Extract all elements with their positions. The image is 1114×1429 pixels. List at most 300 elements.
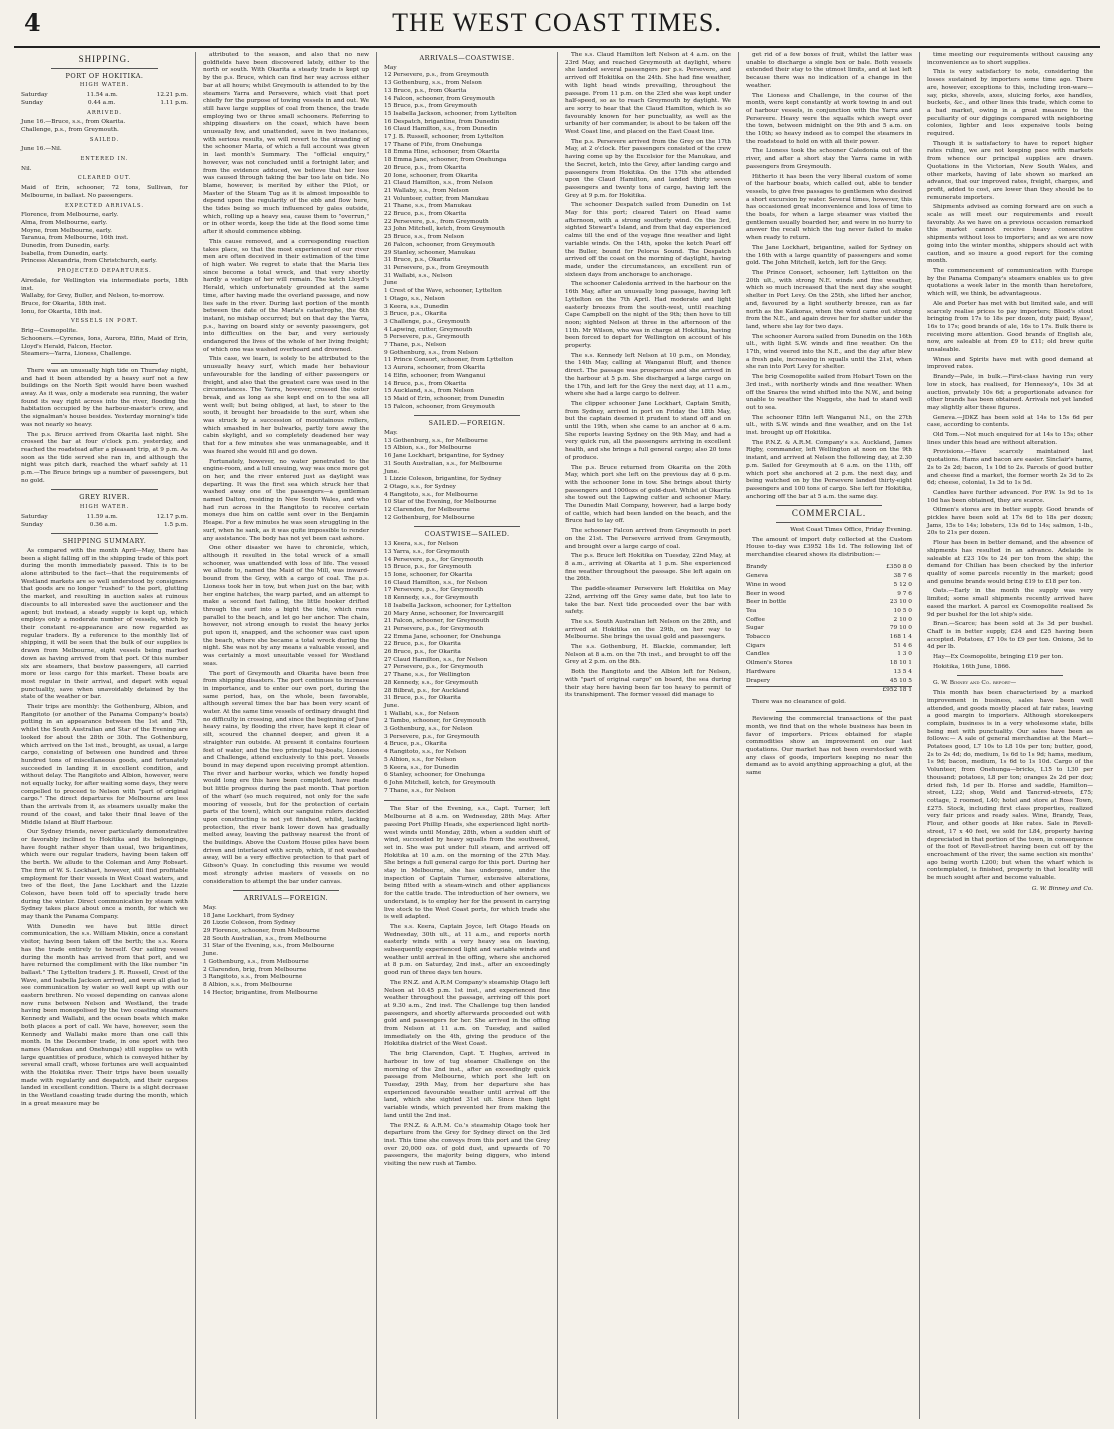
tide-row: [21, 100, 188, 108]
list-item: 3 Gothenburg, s.s., for Nelson: [384, 726, 473, 733]
duty-amount: 5 12 0: [893, 581, 912, 588]
list-item: 27 Thane, s.s., for Wellington: [384, 672, 471, 679]
list-item: June 16.—Nil.: [21, 146, 62, 153]
duty-row: [746, 573, 912, 582]
list-item: 20 Bruce, p.s., from Okarita: [384, 164, 467, 171]
duty-item: Coffee: [746, 616, 765, 623]
coastwise-arrivals-list: [384, 65, 550, 412]
paragraph: The clipper schooner Jane Lockhart, Captain Smith, from Sydney, arrived in port on Friday the 18th May, but the captain deemed it prudent to stand off and on until the 19th, when she came to an anchor at 6 a.m. She reports leaving Sydney on the 9th May, and had a very quick run, all the passengers arriving in excellent health, and she brings a full general cargo; also 20 tons of produce.: [565, 400, 731, 461]
list-item: 26 Lizzie Coleson, from Sydney: [203, 920, 296, 927]
duty-item: Beer in bottle: [746, 599, 787, 606]
paragraph: The s.s. Keera, Captain Joyce, left Otago Heads on Wednesday, 30th ult., at 11 a.m., and reports north easterly winds with a very heavy sea on leaving, subsequently experienced light and variable winds and weather until arrival in the offing, where she anchored at 8 p.m. on Saturday, 2nd inst., after an exceedingly good run of three days ten hours.: [384, 923, 550, 977]
list-item: 15 Maid of Erin, schooner, from Dunedin: [384, 395, 505, 402]
list-item: 9 Gothenburg, s.s., from Nelson: [384, 349, 479, 356]
list-item: 18 Emma Jane, schooner, from Onehunga: [384, 157, 507, 164]
tide-am: 11.59 a.m.: [86, 513, 118, 520]
column-2-text: [203, 52, 369, 886]
paragraph: Hitherto it has been the very liberal custom of some of the harbour boats, which called out, able to tender vessels, to give free passages to gentlemen who desired a short excursion by water. Several times, however, this has occasioned great inconvenience and loss of time to the boats, for when a large steamer was visited the gentlemen usually boarded her, and were in no hurry to answer the recall which the tug never failed to make when ready to return.: [746, 173, 912, 242]
paragraph: The p.s. Persevere arrived from the Grey on the 17th May, at 2 o'clock. Her passengers consisted of the crew having come up by the Excelsior for the Manukau, and the Secret, ketch, into the Grey, after landing cargo and passengers from Hokitika. On the 17th she attended upon the Claud Hamilton, and landed thirty seven passengers and twenty tons of cargo, having left the Grey at 9 p.m. for Hokitika.: [565, 138, 731, 199]
list-item: Alma, from Melbourne, early.: [21, 219, 108, 226]
high-water-label: HIGH WATER.: [79, 82, 130, 89]
tide-day: Sunday: [21, 521, 43, 528]
list-item: Airedale, for Wellington via intermediate ports, 18th inst.: [21, 277, 188, 292]
list-item: 31 Star of the Evening, s.s., from Melbourne: [203, 943, 335, 950]
list-item: 12 Persevere, p.s., from Greymouth: [384, 72, 489, 79]
list-item: 16 Jane Lockhart, brigantine, for Sydney: [384, 453, 504, 460]
list-item: 3 Persevere, p.s., for Greymouth: [384, 733, 480, 740]
divider: [384, 800, 550, 801]
list-item: 27 Claud Hamilton, s.s., for Nelson: [384, 656, 488, 663]
list-item: 20 Ione, schooner, from Okarita: [384, 172, 478, 179]
list-item: 13 Bruce, p.s., from Okarita: [384, 87, 467, 94]
list-item: 4 Lapwing, cutter, Greymouth: [384, 326, 473, 333]
divider: [51, 489, 158, 490]
list-item: 31 Persevere, p.s., from Greymouth: [384, 264, 489, 271]
list-item: 15 Isabella Jackson, schooner, from Lyttelton: [384, 110, 517, 117]
list-item: Ionu, for Okarita, 18th inst.: [21, 308, 103, 315]
tide-pm: 1.11 p.m.: [160, 99, 188, 106]
list-item: 1 Crest of the Wave, schooner, Lyttelton: [384, 288, 502, 295]
paragraph: This is very satisfactory to note, considering the losses sustained by importers some time ago. There are, however, exceptions to this, including iron-ware—say, picks, shovels, axes, sluicing forks, axe handles, buckets, &c., and other lines this trade, which come to a bad market, owing in a great measure to the peculiarity of our diggings compared with neighboring colonies, lighter and less expensive tools being required.: [927, 69, 1093, 138]
list-item: 8 Albion, s.s., from Melbourne: [203, 981, 293, 988]
duty-amount: 2 10 0: [893, 616, 912, 623]
list-item: Brig—Cosmopolite.: [21, 328, 78, 335]
paragraph: Fortunately, however, no water penetrated to the engine-room, and a lull ensuing, way was once more got on her, and the river entered just as daylight was departing. It was the first sea which struck her that washed away one of the passengers—a gentleman named Dalton, residing in New South Wales, and who had run across in the Rangitoto to receive certain moneys due him on cattle sent over in the Benjamin Heape. For a few minutes he was seen struggling in the surf, when he sank, as it was quite impossible to render any assistance. The body has not yet been cast ashore.: [203, 458, 369, 542]
paragraph: Geneva.—JDKZ has been sold at 14s to 15s 6d per case, according to contents.: [927, 414, 1093, 429]
duties-total-row: [746, 686, 912, 695]
duty-amount: 38 7 6: [893, 573, 912, 580]
duty-row: [746, 660, 912, 669]
list-item: 2 Clarendon, brig, from Melbourne: [203, 966, 307, 973]
list-item: 16 Despatch, brigantine, from Dunedin: [384, 118, 500, 125]
list-item: Florence, from Melbourne, early.: [21, 212, 119, 219]
paragraph: The paddle-steamer Persevere left Hokitika on May 22nd, arriving off the Grey same date, but too late to take the bar. Next tide proceeded over the bar with safety.: [565, 586, 731, 616]
list-item: 18 Emma Hine, schooner, from Okarita: [384, 149, 500, 156]
paragraph: The Jane Lockhart, brigantine, sailed for Sydney on the 16th with a large quantity of passengers and some gold. The John Mitchell, ketch, left for the Grey.: [746, 244, 912, 267]
duty-row: [746, 599, 912, 608]
in-port-label: VESSELS IN PORT.: [70, 318, 139, 325]
list-item: 14 Bruce, p.s., from Okarita: [384, 380, 467, 387]
list-item: Steamers—Yarra, Lioness, Challenge.: [21, 351, 132, 358]
list-item: May.: [203, 904, 217, 911]
list-item: 21 Wallaby, s.s., from Nelson: [384, 187, 469, 194]
masthead: [14, 6, 1100, 48]
paragraph: The s.s. Kennedy left Nelson at 10 p.m., on Monday, the 14th May, calling at Wanganui Bluff, and thence direct. The passage was prosperous and she arrived in the harbour at 5 p.m. She discharged a large cargo on the 17th, and left for the Grey the next day, at 11 a.m., where she had a large cargo to deliver.: [565, 352, 731, 398]
list-item: 15 Ione, schooner, for Okarita: [384, 572, 473, 578]
tide-day: Saturday: [21, 92, 48, 99]
list-item: 2 Tambo, schooner, for Greymouth: [384, 718, 486, 725]
duty-item: Candles: [746, 651, 770, 658]
sailed-list: [21, 146, 188, 154]
duty-amount: 9 7 6: [897, 590, 912, 597]
summary-text: [21, 548, 188, 1109]
list-item: 28 Bilbrat, p.s., for Auckland: [384, 687, 469, 694]
paragraph: The brig Clarendon, Capt. T. Hughes, arrived in harbour in tow of tug steamer Challenge on the morning of the 2nd inst., after an exceedingly quick passage from Melbourne, which port she left on Tuesday, 29th May, from her departure she has experienced favourable weather until arrival off the land, which she sighted 31st ult. Since then light variable winds, which prevented her from making the land until the 2nd inst.: [384, 1051, 550, 1119]
paragraph: The s.s. South Australian left Nelson on the 28th, and arrived at Hokitika on the 29th, on her way to Melbourne. She brings the usual gold and passengers.: [565, 618, 731, 641]
paragraph: The s.s. Gothenburg, H. Blackie, commander, left Nelson at 8 a.m. on the 7th inst., and brought to off the Grey at 2 p.m. on the 8th.: [565, 644, 731, 666]
divider: [233, 890, 339, 891]
list-item: 1 Wallabi, s.s., for Nelson: [384, 710, 459, 717]
duty-amount: 45 10 5: [889, 677, 912, 684]
list-item: Isabella, from Dunedin, early.: [21, 250, 108, 257]
paragraph: Provisions.—Have scarcely maintained last quotations. Hams and bacon are easier. Sinclair's hams, 2s to 2s 2d; bacon, 1s 10d to 2s. Parcels of good butter and cheese find a market, the former worth 2s 3d to 2s 6d; cheese, colonial, 1s 3d to 1s 5d.: [927, 449, 1093, 487]
paragraph: Ale and Porter has met with but limited sale, and will scarcely realise prices to pay importers; Blood's stout bringing from 17s to 18s per dozen, duty paid; Byass', 16s to 17s; good brands of ale, 16s to 17s. Bulk there is receiving more attention. Good brands of English ale, now, are saleable at from £9 to £11; old brew quite unsaleable.: [927, 300, 1093, 354]
list-item: 13 Keera, s.s., for Nelson: [384, 541, 459, 548]
list-item: 31 Bruce, p.s., for Okarita: [384, 695, 461, 702]
list-item: 3 Bruce, p.s., Okarita: [384, 311, 447, 318]
paragraph: time meeting our requirements without causing any inconvenience as to short supplies.: [927, 52, 1093, 66]
list-item: May.: [384, 430, 398, 437]
list-item: 15 Auckland, s.s., from Nelson: [384, 388, 474, 395]
duty-row: [746, 642, 912, 651]
list-item: 22 Bruce, p.s., from Okarita: [384, 211, 467, 218]
paragraph: This cause removed, and a corresponding reaction takes place, so that the most experienced of our river men are often deceived in their estimation of the time of high water. We regret to state that the Maria lies since become a total wreck, and that very shortly hardly a vestige of her will remain. The ketch Lloyd's Herald, which unfortunately grounded at the same time, after having made the overland passage, and now lies safe in the river. During last portion of the month between the date of the Maria's catastrophe, the 6th instant, no mishap occurred; but on that day the Yarra, p.s., having on board sixty or seventy passengers, got into difficulties on the bar, and very seriously endangered the lives of the whole of her living freight; of which one was washed overboard and drowned.: [203, 238, 369, 353]
tide-day: Sunday: [21, 99, 43, 106]
list-item: 20 Mary Anne, schooner, for Invercargill: [384, 610, 504, 617]
list-item: 18 Jane Lockhart, from Sydney: [203, 912, 295, 919]
paragraph: The Prince Consort, schooner, left Lyttelton on the 20th ult., with strong N.E. winds and fine weather, which so much increased that the next day she sought shelter in Port Levy. On the 25th, she lifted her anchor, and, favoured by a light southerly breeze, ran as far north as the Kaikoras, when the wind came out strong from the N.E., and again drove her for shelter under the land, where she lay for two days.: [746, 269, 912, 330]
list-item: Princess Alexandria, from Christchurch, early.: [21, 258, 157, 265]
list-item: 16 Claud Hamilton, s.s., for Nelson: [384, 579, 488, 586]
arrivals-foreign-heading: ARRIVALS—FOREIGN.: [243, 894, 329, 903]
duty-row: [746, 651, 912, 660]
entered-list: [21, 166, 188, 174]
paragraph: The p.s. Bruce left Hokitika on Tuesday, 22nd May, at 8 a.m., arriving at Okarita at 1 p.m. She experienced fine weather throughout the passage. She left again on the 26th.: [565, 553, 731, 583]
list-item: 5 Albion, s.s., for Nelson: [384, 756, 457, 763]
paragraph: Our Sydney friends, never particularly demonstrative or favorably inclined to Hokitika and its belongings, have fought rather shyer than usual, two brigantines, which were our regular traders, having been taken off the berth. We allude to the Coleman and Amy Robsart. The firm of W. S. Lockhart, however, still find profitable employment for their vessels in West Coast waters, and two of the fleet, the Jane Lockhart and the Lizzie Coleson, have been told off to specially trade here during the winter. Direct communication by steam with Sydney takes place about once a month, for which we may thank the Panama Company.: [21, 829, 188, 921]
list-item: 2 Otago, s.s., for Sydney: [384, 483, 456, 490]
list-item: 4 Rangitoto, s.s., for Nelson: [384, 749, 467, 756]
paragraph: The Lioness took the schooner Caledonia out of the river, and after a short stay the Yarra came in with passengers from Greymouth.: [746, 148, 912, 170]
column-3-text: [384, 806, 550, 1168]
list-item: 1 Lizzie Coleson, brigantine, for Sydney: [384, 476, 502, 483]
duty-item: Geneva: [746, 573, 768, 580]
paragraph: Though it is satisfactory to have to report higher rates ruling, we are not keeping pace with markets from whence our principal supplies are drawn. Quotations in the Victorian, New South Wales, and other markets, having of late shown so marked an advance, that our improved rates, freight, charges, and profit, added to cost, are lower than they should be to remunerate importers.: [927, 140, 1093, 201]
list-item: 14 Falcon, schooner, from Greymouth: [384, 95, 495, 102]
binney-report-heading: G. W. Binney and Co. report—: [933, 680, 1017, 687]
list-item: June 16.—Bruce, s.s., from Okarita.: [21, 119, 126, 126]
paragraph: Both the Rangitoto and the Albion left for Nelson, with "part of original cargo" on board, the sea during their stay here having been far too heavy to permit of its transhipment. The former vessel did manage to: [565, 669, 731, 699]
list-item: 12 Gothenburg, for Melbourne: [384, 514, 475, 521]
list-item: 7 Thane, p.s., Nelson: [384, 342, 447, 349]
paragraph: attributed to the season, and also that no new goldfields have been discovered lately, either to the north or south. With Okarita a steady trade is kept up by the p.s. Bruce, which can find her way across either bar at all hours; whilst Greymouth is attended to by the steamers Yarra and Persevere, which visit that port chiefly for the purpose of towing vessels in and out. We still have large supplies of coal from thence, the trade employing two or three small schooners. Referring to shipping disasters on the coast, which have been unusually few, and unattended, save in two instances, with serious results, we will revert to the stranding of the schooner Maria, of which a full account was given in last month's Summary. The "official enquiry," however, was not concluded until a fortnight later, and from the evidence adduced, we believe that her loss was caused through taking the bar too late on tide. No blame, however, is merited by either the Pilot, or Master of the Steam Tug as it is almost impossible to depend upon the regularity of the ebb and flow here, the tides being so much influenced by gales outside, which, rolling up a heavy sea, cause them to "overrun," or in other words, keep the tide at the flood some time after it should commence ebbing.: [203, 52, 369, 236]
summary-heading: SHIPPING SUMMARY.: [62, 537, 147, 546]
duty-amount: 18 10 1: [889, 660, 912, 667]
divider: [414, 526, 520, 527]
duty-row: [746, 634, 912, 643]
paragraph: With Dunedin we have but little direct communication, the s.s. William Miskin, once a constant visitor, having been taken off the berth; the s.s. Keera has the trade entirely to herself. Our sailing vessel during the month has arrived from that port, and we have returned the compliment with the like number "in ballast." The Lyttelton traders J. R. Russell, Crest of the Wave, and Isabella Jackson arrived, and were all glad to see communication by water so well kept up with our eastern brethren. No vessel depending on canvas alone now runs between Nelson and Westland, the trade having been monopolised by the two coasting steamers Kennedy and Wallabi, and the ocean boats which make both places a port of call. We have, however, seen the Kennedy and Wallabi make more than one call this month. In the December trade, in one sport with two names (Manukau and Onehunga) still supplies us with large quantities of produce, which is conveyed hither by several small craft, whose fortunes are well acquainted with the Hokitika river. Their trips have been usually made with regularity and despatch, and their cargoes landed in excellent condition. There is a slight decrease in the Westland coasting trade during the month, which in a great measure may be: [21, 923, 188, 1107]
list-item: 1 Otago, s.s., Nelson: [384, 295, 445, 302]
paragraph: The schooner Aurora sailed from Dunedin on the 16th ult., with light S.W. winds and fine weather. On the 17th, wind veered into the N.E., and the day after blew a fresh gale, increasing in squalls until the 21st, when she ran into Port Levy for shelter.: [746, 333, 912, 371]
cleared-list: [21, 185, 188, 200]
paragraph: The s.s. Claud Hamilton left Nelson at 4 a.m. on the 23rd May, and reached Greymouth at daylight, where she landed several passengers per p.s. Persevere, and arrived off Hokitika on the 24th. She had fine weather, with light head winds prevailing, throughout the passage. From 11 p.m. on the 23rd she was kept under half-speed, so as to reach Greymouth by daylight. We are sorry to hear that the Claud Hamilton, which is so favourably known for her punctuality, as well as the urbanity of her commander, is about to be taken off the West Coast line, and placed on the East Coast line.: [565, 52, 731, 136]
paragraph: The schooner Elfin left Wanganui N.I., on the 27th ult., with S.W. winds and fine weather, and on the 1st inst. brought up off Hokitika.: [746, 414, 912, 437]
tide-pm: 1.5 p.m.: [164, 521, 188, 528]
paragraph: Bran.—Scarce; has been sold at 3s 3d per bushel. Chaff is in better supply, £24 and £25 having been accepted. Potatoes, £7 10s to £9 per ton. Onions, 3d to 4d per lb.: [927, 621, 1093, 651]
paragraph: Their trips are monthly: the Gothenburg, Albion, and Rangitoto (or another of the Panama Company's boats) putting in an appearance between the 1st and 7th, whilst the South Australian and Star of the Evening are looked for about the 28th or 30th. The Gothenburg, which arrived on the 1st inst., brought, as usual, a large cargo, consisting of between one hundred and three hundred tons of miscellaneous goods, and fortunately succeeded in landing it in excellent condition, and without delay. The Rangitoto and Albion, however, were not equally lucky, for after waiting some days, they were compelled to proceed to Nelson with "part of original cargo." The direct departures for Melbourne are less than the arrivals from it, as steamers usually make the round of the coast, and take their final leave of the Middle Island at Bluff Harbour.: [21, 704, 188, 826]
duty-amount: 168 1 4: [889, 634, 912, 641]
paragraph: The P.N.Z. and A.R.M Company's steamship Otago left Nelson at 10.45 p.m. 1st inst., and experienced fine weather throughout the passage, arriving off this port at 9.30 a.m., 2nd inst. The Challenge tug then landed passengers, and shortly afterwards proceeded out with gold and passengers for her. She arrived in the offing from Nelson at 11 a.m. on Tuesday, and sailed immediately on the 4th, giving the produce of the Hokitika district of the West Coast.: [384, 979, 550, 1048]
column-4: [557, 52, 738, 1419]
list-item: 17 Persevere, p.s., for Greymouth: [384, 587, 484, 594]
duty-item: Tea: [746, 607, 757, 614]
list-item: 6 John Mitchell, ketch, for Greymouth: [384, 779, 496, 786]
paragraph: The p.s. Bruce returned from Okarita on the 20th May, which port she left on the previous day at 6 p.m. with the schooner Ione in tow. She brings about thirty passengers and 1000ozs of gold-dust. Whilst at Okarita she towed out the Lapwing cutter and schooner Mary. The Dunedin Mail Company, however, had a large body of cattle, which had been landed on the beach, and the Bruce had to lay off.: [565, 464, 731, 525]
duty-item: Sugar: [746, 625, 764, 632]
grey-tides-list: [21, 514, 188, 529]
sailed-label: SAILED.: [89, 136, 120, 143]
coastwise-arrivals-heading: ARRIVALS—COASTWISE.: [419, 54, 515, 62]
duty-amount: 79 10 0: [889, 625, 912, 632]
arrivals-foreign-list: [203, 905, 369, 997]
divider: [414, 415, 520, 416]
column-4-text: [565, 52, 731, 700]
list-item: 21 Claud Hamilton, s.s., from Nelson: [384, 180, 493, 187]
divider: [957, 675, 1063, 676]
list-item: 31 Wallabi, s.s., Nelson: [384, 272, 453, 279]
paragraph: The schooner Falcon arrived from Greymouth in port on the 21st. The Persevere arrived from Greymouth, and brought over a large cargo of coal.: [565, 528, 731, 550]
list-item: 13 Gothenburg, s.s., for Melbourne: [384, 437, 488, 444]
paragraph: The Star of the Evening, s.s., Capt. Turner, left Melbourne at 8 a.m. on Wednesday, 28th May. After passing Port Phillip Heads, she experienced light north-west winds until Monday, 28th, when a sudden shift of wind, succeeded by heavy squalls from the southwest, set in. She was put under full steam, and arrived off Hokitika at 10 a.m. on the morning of the 27th May. She brings a full general cargo for this port. During her stay in Melbourne, she has undergone, under the inspection of Captain Turner, extensive alterations, being fitted with a steam-winch and other appliances for the cattle trade. The introduction of her owners, we understand, is to employ her for the present in carrying live stock to the West Coast ports, for which trade she is well adapted.: [384, 806, 550, 921]
column-2: [195, 52, 376, 1419]
binney-report: This month has been characterised by a marked improvement in business, sales have been well attended, and goods mostly placed at fair rates, leaving a good margin to importers. Although storekeepers complain, business is in a very wholesome state, bills being met with punctuality. Our sales have been as follows:— A sale of general merchandise at the Mart—Potatoes good, L7 10s to L8 10s per ton; butter, good, 2s to 2s 4d; do, medium, 1s 6d to 1s 9d; hams, medium, 1s 9d; bacon, medium, 1s 6d to 1s 10d. Cargo of the Volunteer, from Onehunga—bricks, L15 to L30 per thousand; potatoes, L8 per ton; oranges 2s 2d per doz; dried fish, 1d per lb. Horse and saddle, Hamilton—street, L22; shop, Weld and Tancred-streets, £75; cottage, 2 roomed, L40; hotel and store at Ross Town, £275. Stock, including first class properties, realized very fair prices and ready sales. Wine, Brandy, Teas, Flour, and other goods at like rates. Sale in Revell-street, 17 x 40 feet, we sold for L84, property having depreciated in that portion of the town, in consequence of the foot of Revell-street having been cut off by the encroachment of the river, the same section six months' ago being worth L200; but when the wharf which is contemplated, is finished, property in that locality will be much sought after and become valuable.: [927, 690, 1093, 882]
duty-amount: £350 8 0: [886, 564, 912, 571]
duty-row: [746, 625, 912, 634]
list-item: 10 Star of the Evening, for Melbourne: [384, 499, 497, 506]
list-item: 29 Florence, schooner, from Melbourne: [203, 928, 320, 935]
list-item: 31 Bruce, p.s., Okarita: [384, 257, 451, 264]
list-item: 21 Persevere, p.s., for Greymouth: [384, 625, 484, 632]
list-item: Schooners.—Cyrenes, Ions, Aurora, Elfin, Maid of Erin, Lloyd's Herald, Falcon, Hector.: [21, 335, 188, 350]
list-item: 23 John Mitchell, ketch, from Greymouth: [384, 226, 505, 233]
paragraph: Shipments advised as coming forward are on such a scale as will meet our requirements and result favorably. As we have on a previous occasion remarked this market cannot receive heavy consecutive shipments without loss to importers; and as we are now going into the winter months, shippers should act with caution, and so insure a good report for the coming month.: [927, 204, 1093, 265]
list-item: Maid of Erin, schooner, 72 tons, Sullivan, for Melbourne, in ballast. No passengers.: [21, 185, 188, 199]
duty-row: [746, 677, 912, 686]
duty-row: [746, 564, 912, 573]
commercial-dateline: West Coast Times Office, Friday Evening.: [790, 527, 912, 534]
list-item: June.: [203, 951, 219, 958]
paragraph: The p.s. Bruce arrived from Okarita last night. She crossed the bar at four o'clock p.m. yesterday, and reached the roadstead after a pleasant trip, at 9 p.m. As soon as the tide served she ran in, and although the night was pitch dark, reached the wharf safely at 11 p.m.—The Bruce brings up a number of passengers, but no gold.: [21, 431, 188, 484]
paragraph: This case, we learn, is solely to be attributed to the unusually heavy surf, which made her behaviour unfavourable for the landing of either passengers or freight, and also that the greatest care was used in the circumstances. The Yarra, however, crossed the outer break, and as long as she kept end on to the sea all went well; but being obliged, at last, to steer to the south, it brought her broadside to the surf, when she was struck by a succession of mountainous rollers, which smashed in her bulwarks, partly tore away the cabin skylight, and so completely deadened her way that for a few minutes she was unmanageable, and it was feared she would fill and go down.: [203, 356, 369, 455]
column-5-text: [746, 52, 912, 501]
list-item: 6 Stanley, schooner, for Onehunga: [384, 772, 485, 779]
list-item: 3 Challenge, p.s., Greymouth: [384, 318, 470, 325]
divider: [776, 505, 882, 506]
duty-item: Tobacco: [746, 634, 771, 641]
arrived-list: [21, 119, 188, 134]
paragraph: The brig Cosmopolite sailed from Hobart Town on the 3rd inst., with northerly winds and fine weather. When off the Snares the wind shifted into the N.W., and being unable to weather the Nuggets, she had to stand well out to sea.: [746, 374, 912, 411]
duty-item: Wine in wood: [746, 581, 786, 588]
paragraph: There was an unusually high tide on Thursday night, and had it been attended by a heavy surf not a few buildings on the North Spit would have been washed away. As it was, only a moderate sea running, the water found its way right across into the river, flooding the habitation occupied by the harbour-master's crew, and the signalman's house besides. Yesterday morning's tide was not nearly so heavy.: [21, 367, 188, 428]
paragraph: Oats.—Early in the month the supply was very limited; some small shipments recently arrived have eased the market. A parcel ex Cosmopolite realised 5s 9d per bushel for the lot ship's side.: [927, 588, 1093, 618]
list-item: Dunedin, from Dunedin, early.: [21, 243, 110, 250]
list-item: 4 Bruce, p.s., Okarita: [384, 741, 447, 748]
paragraph: The schooner Despatch sailed from Dunedin on 1st May for this port; cleared Taieri on Head same afternoon, with a strong southerly wind. On the 3rd, sighted Stewart's Island, and from that day experienced calms till the end of the voyage fine weather and light variable winds. On the 14th, spoke the ketch Pearl off the Buller, bound for Pelorus Sound. The Despatch arrived off the coast on the morning of daylight, having made, under the circumstances, an excellent run of sixteen days from anchorage to anchorage.: [565, 202, 731, 278]
list-item: 3 Rangitoto, s.s., from Melbourne: [203, 974, 303, 981]
newspaper-title: THE WEST COAST TIMES.: [392, 8, 722, 37]
paragraph: The P.N.Z. & A.R.M. Company's s.s. Auckland, James Rigby, commander, left Wellington at noon on the 9th instant, and arrived at Nelson the following day, at 2.30 p.m. Sailed for Greymouth at 6 a.m. on the 11th, off which port she anchored at 2 p.m. the next day, and being watched on by the Persevere landed thirty-eight passengers and 100 tons of cargo. She left for Hokitika, anchoring off the bar at 5 a.m. the same day.: [746, 439, 912, 500]
list-item: 18 Kennedy, s.s., for Greymouth: [384, 595, 479, 602]
tide-pm: 12.17 p.m.: [156, 513, 188, 520]
tide-row: [21, 522, 188, 530]
grey-heading: GREY RIVER.: [79, 493, 130, 502]
list-item: 13 Yarra, s.s., for Greymouth: [384, 548, 470, 555]
tide-pm: 12.21 p.m.: [156, 92, 188, 99]
paragraph: The P.N.Z. & A.R.M. Co.'s steamship Otago took her departure from the Grey for Sydney direct on the 3rd inst. This time she conveys from this port and the Grey over 20,000 ozs. of gold dust, and upwards of 70 passengers, the majority being diggers, who intend visiting the new rush at Tambo.: [384, 1122, 550, 1168]
paragraph: Hay—Ex Cosmopolite, bringing £19 per ton.: [933, 654, 1064, 661]
expected-list: [21, 212, 188, 266]
duty-item: Drapery: [746, 677, 771, 684]
paragraph: The port of Greymouth and Okarita have been free from shipping disasters. The port continues to increase in importance, and to enter our own port, during the same period, has, on the whole, been favorable, although several times the bar has been very scant of water. At the same time vessels of ordinary draught find no difficulty in crossing, and since the beginning of June heavy rains, by flooding the river, have kept it clear of silt, scoured the channel deeper, and given it a straighter run outside. At present it contains fourteen feet of water, and the two principal tug-boats, Lioness and Challenge, attend exclusively to this port. Vessels bound in may depend upon receiving prompt attention. The river and harbour works, which we fondly hoped would long ere this have been completed, have made but little progress during the past month. That portion of the wharf (so much required, not only for the safe mooring of vessels, but for the protection of certain parts of the town), which our sanguine rulers decided upon constructing is not yet finished, whilst, lacking protection, the river bank lower down has gradually melted away, leaving the pathway nearest the front of the buildings. Above the Custom House piles have been driven and interlaced with scrub, which, if not washed away, will be a very effective protection to that part of Gibson's Quay. In concluding this resume we would most strongly advise masters of vessels on no consideration to attempt the bar under canvas.: [203, 670, 369, 885]
duty-item: Cigars: [746, 642, 766, 649]
list-item: Wallaby, for Grey, Buller, and Nelson, to-morrow.: [21, 293, 165, 300]
duty-row: [746, 581, 912, 590]
paragraph: The Lioness and Challenge, in the course of the month, were kept constantly at work towing in and out of harbour vessels, in conjunction with the Yarra and Persevere. Heavy were the squalls which swept over the town, between midnight on the 9th and 5 a.m. on the 10th; so heavy indeed as to compel the steamers in the roadstead to hold on with all their power.: [746, 92, 912, 145]
list-item: 26 Bruce, p.s., for Okarita: [384, 649, 461, 656]
tide-am: 11.54 a.m.: [86, 92, 118, 99]
list-item: 31 South Australian, s.s., for Melbourne: [384, 460, 503, 467]
tide-row: [21, 92, 188, 100]
list-item: June.: [384, 702, 400, 709]
sailed-foreign-list: [384, 430, 550, 522]
shipping-notes: [21, 368, 188, 486]
port-heading: PORT OF HOKITIKA.: [65, 71, 144, 80]
sailed-foreign-heading: SAILED.—FOREIGN.: [428, 419, 506, 428]
divider: [51, 68, 158, 69]
list-item: 22 Emma Jane, schooner, for Onehunga: [384, 633, 501, 640]
divider: [51, 363, 158, 364]
column-6-text: [927, 52, 1093, 671]
paragraph: Brandy—Pale, in bulk.—First-class having run very low in stock, has realised, for Hennessy's, 10s 3d at auction, privately 10s 6d; a proportionate advance for other brands has been obtained. Arrivals not yet landed may slightly alter these figures.: [927, 374, 1093, 411]
list-item: 27 Persevere, p.s., for Greymouth: [384, 664, 484, 671]
list-item: 15 Bruce, p.s., from Greymouth: [384, 103, 478, 110]
list-item: 12 Clarendon, for Melbourne: [384, 507, 470, 514]
list-item: Moyne, from Melbourne, early.: [21, 227, 112, 234]
list-item: 17 J. B. Russell, schooner, from Lyttelton: [384, 134, 504, 141]
shipping-title: SHIPPING.: [78, 54, 131, 64]
cleared-label: CLEARED OUT.: [77, 175, 132, 182]
sailed-coastwise-heading: COASTWISE—SAILED.: [424, 530, 510, 539]
list-item: 28 Kennedy, s.s., for Greymouth: [384, 679, 479, 686]
list-item: Nil.: [21, 165, 32, 172]
list-item: Bruce, for Okarita, 18th inst.: [21, 300, 107, 307]
projected-list: [21, 278, 188, 317]
list-item: 14 Persevere, p.s., for Greymouth: [384, 556, 484, 563]
tide-day: Saturday: [21, 513, 48, 520]
grey-high-water-label: HIGH WATER.: [79, 504, 130, 511]
list-item: 5 Keera, s.s., for Dunedin: [384, 764, 459, 771]
paragraph: One other disaster we have to chronicle, which, although it resulted in the total wreck of a small schooner, was unattended with loss of life. The vessel we allude to, named the Maid of the Mill, was inward-bound from the Grey, with a cargo of coal. The p.s. Lioness took her in tow, but when just on the bar, with her engine hatches, the warp parted, and an attempt to make a second fast failing, the little hooker drifted through the surf into a bight the tide, which runs parallel to the beach, and let go her anchor. The chain, however, not strong enough to resist the heavy jerks put upon it, snapped, and the schooner was cast upon the beach, where she became a total wreck during the night. She was not by any means a valuable vessel, and was certainly a most unsuitable vessel for Westland seas.: [203, 545, 369, 667]
list-item: 5 Persevere, p.s., Greymouth: [384, 334, 470, 341]
paragraph: As compared with the month April—May, there has been a slight falling off in the shipping trade of this port during the month immediately passed. This is to be alone attributed to the fact—that the requirements of Westland markets are so well understood by consigners that goods are no longer "rushed" to the port, glutting the market, and resulting in auction sales at ruinous discounts to all interested save the auctioneer and the agent; but instead, a steady supply is kept up, which employs only a moderate number of vessels, which by their constant re-appearance are now regarded as regular traders. By a reference to the monthly list of shipping, it will be seen that the bulk of our supplies is drawn from Melbourne, eight vessels being marked down as having arrived from that port. Of this number six are steamers, that bestow passengers, all carried more or less cargo for this market. These boats are most regular in their arrival, and depart with equal punctuality, save when unavoidably detained by the state of the weather or bar.: [21, 547, 188, 701]
list-item: June.: [384, 468, 400, 475]
columns: [14, 52, 1100, 1419]
list-item: 28 South Australian, s.s., from Melbourne: [203, 935, 327, 942]
list-item: 14 Elfin, schooner, from Wanganui: [384, 372, 486, 379]
list-item: 13 Gothenburg, s.s., from Nelson: [384, 80, 482, 87]
paragraph: The schooner Caledonia arrived in the harbour on the 16th May, after an unusually long passage, having left Lyttelton on the 7th April. Had moderate and light easterly breezes from the south-west, until reaching Cape Campbell on the night of the 9th; then hove to till noon; sighted Nelson at three in the afternoon of the 11th. Mr Wilson, who was in charge at Hokitika, having been forced to depart for Wellington on account of his property.: [565, 281, 731, 350]
expected-label: EXPECTED ARRIVALS.: [65, 202, 144, 209]
commercial-closing: Reviewing the commercial transactions of the past month, we find that on the whole business has been in favor of importers. Prices obtained for staple commodities show an improvement on our last quotations. Our market has not been overstocked with any class of goods, importers keeping no near the demand as to avoid anything approaching a glut, at the same: [746, 716, 912, 777]
paragraph: The commencement of communication with Europe by the Panama Company's steamers enables us to give quotations a week later in the month than heretofore, which will, we think, be advantageous.: [927, 267, 1093, 298]
list-item: 14 Hector, brigantine, from Melbourne: [203, 989, 318, 996]
list-item: 16 Claud Hamilton, s.s., from Dunedin: [384, 126, 498, 133]
column-6: [919, 52, 1100, 1419]
in-port-list: [21, 328, 188, 359]
list-item: 13 Aurora, schooner, from Okarita: [384, 365, 486, 372]
page-number: 4: [24, 8, 41, 37]
projected-label: PROJECTED DEPARTURES.: [57, 268, 152, 275]
list-item: 4 Rangitoto, s.s., for Melbourne: [384, 491, 478, 498]
tide-am: 0.44 a.m.: [87, 99, 116, 106]
duty-row: [746, 616, 912, 625]
paragraph: Old Tom.—Not much enquired for at 14s to 15s; other lines under this head are without alteration.: [927, 432, 1093, 446]
list-item: 29 Stanley, schooner, Manukau: [384, 249, 476, 256]
list-item: 15 Bruce, p.s., for Greymouth: [384, 564, 472, 571]
binney-signature: G. W. Binney and Co.: [1031, 885, 1093, 892]
duty-item: Oilmen's Stores: [746, 660, 793, 667]
duty-amount: 10 5 0: [893, 607, 912, 614]
paragraph: Candles have further advanced. For P.W. 1s 9d to 1s 10d has been obtained, they are scarce.: [927, 489, 1093, 504]
column-5: [738, 52, 919, 1419]
list-item: 26 Falcon, schooner, from Greymouth: [384, 241, 495, 248]
list-item: Challenge, p.s., from Greymouth.: [21, 126, 119, 133]
list-item: 3 Keera, s.s., Dunedin: [384, 303, 449, 310]
list-item: June: [384, 280, 398, 287]
duties-total: £952 18 1: [882, 687, 912, 694]
divider: [776, 522, 882, 523]
duty-amount: 13 5 4: [893, 668, 912, 675]
column-1: [14, 52, 195, 1419]
duty-row: [746, 607, 912, 616]
list-item: 7 Thane, s.s., for Nelson: [384, 787, 456, 794]
duties-table: [746, 564, 912, 696]
sailed-coastwise-list: [384, 541, 550, 795]
list-item: 21 Thane, s.s., from Manukau: [384, 203, 472, 210]
list-item: 25 Bruce, s.s., from Nelson: [384, 234, 464, 241]
duty-item: Brandy: [746, 564, 768, 571]
commercial-heading: COMMERCIAL.: [791, 508, 867, 519]
entered-label: ENTERED IN.: [80, 156, 129, 163]
list-item: 11 Prince Consort, schooner, from Lyttelton: [384, 357, 514, 364]
duty-amount: 23 10 0: [889, 599, 912, 606]
duty-amount: 1 3 0: [897, 651, 912, 658]
list-item: 21 Falcon, schooner, for Greymouth: [384, 618, 490, 625]
list-item: 15 Albion, s.s., for Melbourne: [384, 445, 472, 452]
commercial-intro: The amount of import duty collected at the Custom House to-day was £3952 18s 1d. The following list of merchandise cleared shows its distribution:—: [746, 536, 912, 559]
gold-note: There was no clearance of gold.: [752, 699, 846, 706]
paragraph: Wines and Spirits have met with good demand at improved rates.: [927, 356, 1093, 371]
list-item: May: [384, 64, 397, 71]
duty-item: Hardware: [746, 668, 776, 675]
duty-amount: 51 4 6: [893, 642, 912, 649]
duty-row: [746, 668, 912, 677]
divider: [776, 711, 882, 712]
paragraph: Oilmen's stores are in better supply. Good brands of pickles have been sold at 17s 6d to 18s per dozen; Jams, 15s to 14s; lobsters, 13s 6d to 14s; salmon, 1-lb., 20s to 21s per dozen.: [927, 507, 1093, 537]
paragraph: Hokitika, 16th June, 1866.: [933, 663, 1011, 670]
list-item: 18 Isabella Jackson, schooner, for Lyttelton: [384, 602, 512, 609]
tide-row: [21, 514, 188, 522]
duty-item: Beer in wood: [746, 590, 785, 597]
paragraph: Flour has been in better demand, and the absence of shipments has resulted in an advance. Adelaide is saleable at £23 10s to 24 per ton from the ship; the demand for Chilian has been checked by the inferior quality of some parcels recently in the market; good and genuine brands would bring £19 to £18 per ton.: [927, 540, 1093, 585]
column-3: [376, 52, 557, 1419]
list-item: 17 Thane of Fife, from Onehunga: [384, 141, 482, 148]
tides-list: [21, 92, 188, 107]
list-item: 21 Volunteer, cutter, from Manukau: [384, 195, 489, 202]
paragraph: get rid of a few boxes of fruit, whilst the latter was unable to discharge a single box or bale. Both vessels extended their stay to the utmost limits, and at last left because there was no indication of a change in the weather.: [746, 52, 912, 89]
duty-row: [746, 590, 912, 599]
list-item: 22 Persevere, p.s., from Greymouth: [384, 218, 489, 225]
